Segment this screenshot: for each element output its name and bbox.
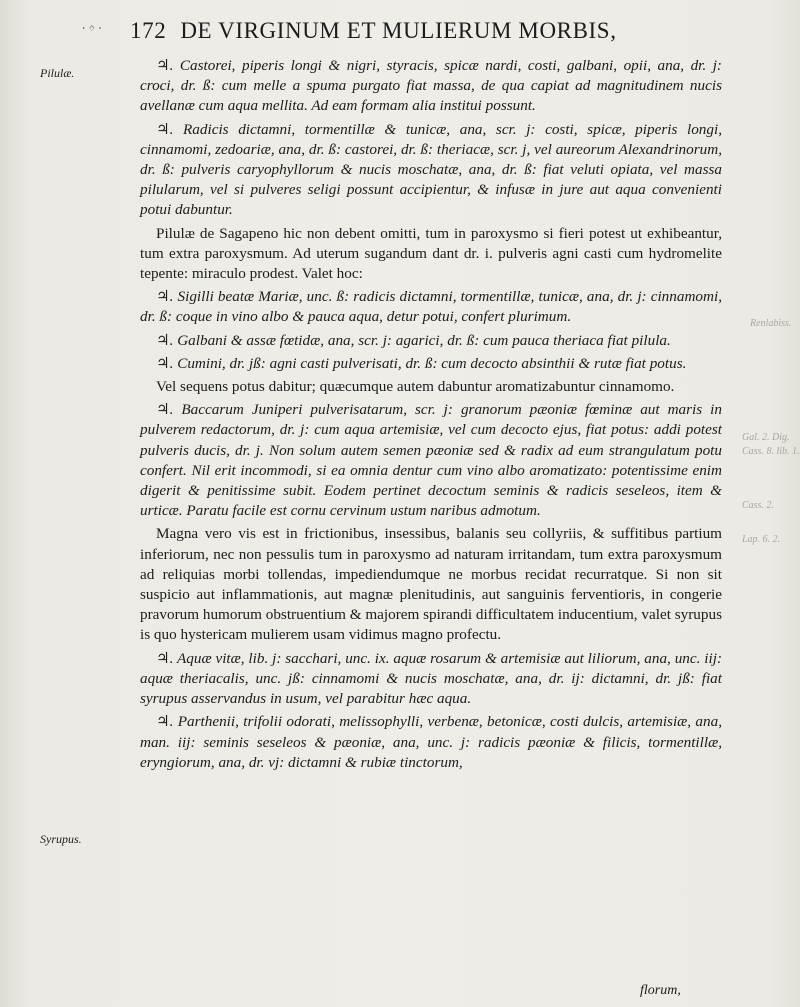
catchword: florum, <box>640 983 681 998</box>
prescription-paragraph: ♃. Galbani & assæ fœtidæ, ana, scr. j: agarici, dr. ß: cum pauca theriaca fiat pilula. <box>156 331 671 349</box>
show-through-mark: Lap. 6. 2. <box>742 534 781 545</box>
prescription-paragraph: ♃. Baccarum Juniperi pulverisatarum, scr. j: granorum pæoniæ fœminæ aut maris in pulverem redactorum, dr. j: cum aqua artemisiæ, vel cum decocto ejus, fiat potus: addi potest pulveris ducis, dr. j. Non solum autem semen pæoniæ sed & radix ad eum strangulatum potu confert. Nil erit incommodi, si ea omnia dentur cum vino albo aromatizato: potentissime enim digerit & penitissime subit. Eodem pertinet decoctum seminis & radicis seseleos, item & urticæ. Paratu facile est cornu cervinum ustum naribus admotum. <box>140 401 722 520</box>
show-through-mark: Cass. 8. lib. 1. <box>742 446 800 457</box>
prescription-paragraph: ♃. Castorei, piperis longi & nigri, styracis, spicæ nardi, costi, galbani, opii, ana, dr. j: croci, dr. ß: cum melle a spuma purgato fiat massa, de qua capiat ad magnitudinem nucis avellanæ cum aqua mellita. Ad eam formam alia institui possunt. <box>140 57 722 115</box>
running-title: DE VIRGINUM ET MULIERUM MORBIS, <box>180 18 617 43</box>
margin-note-pilulae: Pilulæ. <box>40 66 75 80</box>
prescription-paragraph: ♃. Sigilli beatæ Mariæ, unc. ß: radicis dictamni, tormentillæ, tunicæ, ana, dr. j: cinnamomi, dr. ß: coque in vino albo & pauca aqua, detur potui, confert plurimum. <box>140 288 722 326</box>
body-paragraph: Magna vero vis est in frictionibus, insessibus, balanis seu collyriis, & suffitibus partium inferiorum, nec non pessulis tum in paroxysmo ad naturam irritandam, tum extra paroxysmum ad reliquias morbi tollendas, impediendumque ne morbus recidat recurratque. Si non sit suspicio aut inflammationis, aut magnæ plenitudinis, aut sanguinis ferventioris, in congerie pravorum humorum obstruentium & majorem spirandi difficultatem inducentium, valet syrupus is quo hystericam mulierem usam vidimus magno profectu. <box>140 525 722 644</box>
body-paragraph: Pilulæ de Sagapeno hic non debent omitti, tum in paroxysmo si fieri potest ut exhibeantur, tum extra paroxysmum. Ad uterum sugandum dant dr. i. pulveris agni casti cum hydromelite tepente: miraculo prodest. Valet hoc: <box>140 224 722 283</box>
margin-note-syrupus: Syrupus. <box>40 832 82 846</box>
text-body <box>140 56 722 776</box>
page-number: 172 <box>130 18 167 43</box>
prescription-paragraph: ♃. Parthenii, trifolii odorati, melissophylli, verbenæ, betonicæ, costi dulcis, artemisiæ, ana, man. iij: seminis seseleos & pæoniæ, ana, unc. j: radicis pæoniæ & filicis, tormentillæ, eryngiorum, ana, dr. vj: dictamni & rubiæ tinctorum, <box>140 713 722 771</box>
show-through-mark: Renlabiss. <box>750 318 792 329</box>
show-through-mark: Gal. 2. Dig. <box>742 432 790 443</box>
prescription-paragraph: ♃. Cumini, dr. jß: agni casti pulverisati, dr. ß: cum decocto absinthii & rutæ fiat potus. <box>156 354 687 372</box>
prescription-paragraph: ♃. Aquæ vitæ, lib. j: sacchari, unc. ix. aquæ rosarum & artemisiæ aut liliorum, ana, unc. iij: aquæ theriacalis, unc. jß: cinnamomi & nucis moschatæ, ana, dr. ij: dictamni, dr. jß: fiat syrupus asservandus in usum, vel parabitur hæc aqua. <box>140 649 722 708</box>
show-through-mark: Cass. 2. <box>742 500 774 511</box>
body-paragraph: Vel sequens potus dabitur; quæcumque autem dabuntur aromatizabuntur cinnamomo. <box>156 378 675 396</box>
header-ornament: ᛫ᛜ᛫ <box>80 22 105 36</box>
page-header <box>130 18 780 44</box>
prescription-paragraph: ♃. Radicis dictamni, tormentillæ & tunicæ, ana, scr. j: costi, spicæ, piperis longi, cinnamomi, zedoariæ, ana, dr. ß: castorei, dr. ß: theriacæ, scr. j, vel aureorum Alexandrinorum, dr. ß: pulveris caryophyllorum & nucis moschatæ, ana, dr. ß: fiat veluti opiata, vel massa pilularum, vel si pulveres seligi possunt accipientur, & infusæ in jure aut aqua convenienti potui dabuntur. <box>140 120 722 219</box>
